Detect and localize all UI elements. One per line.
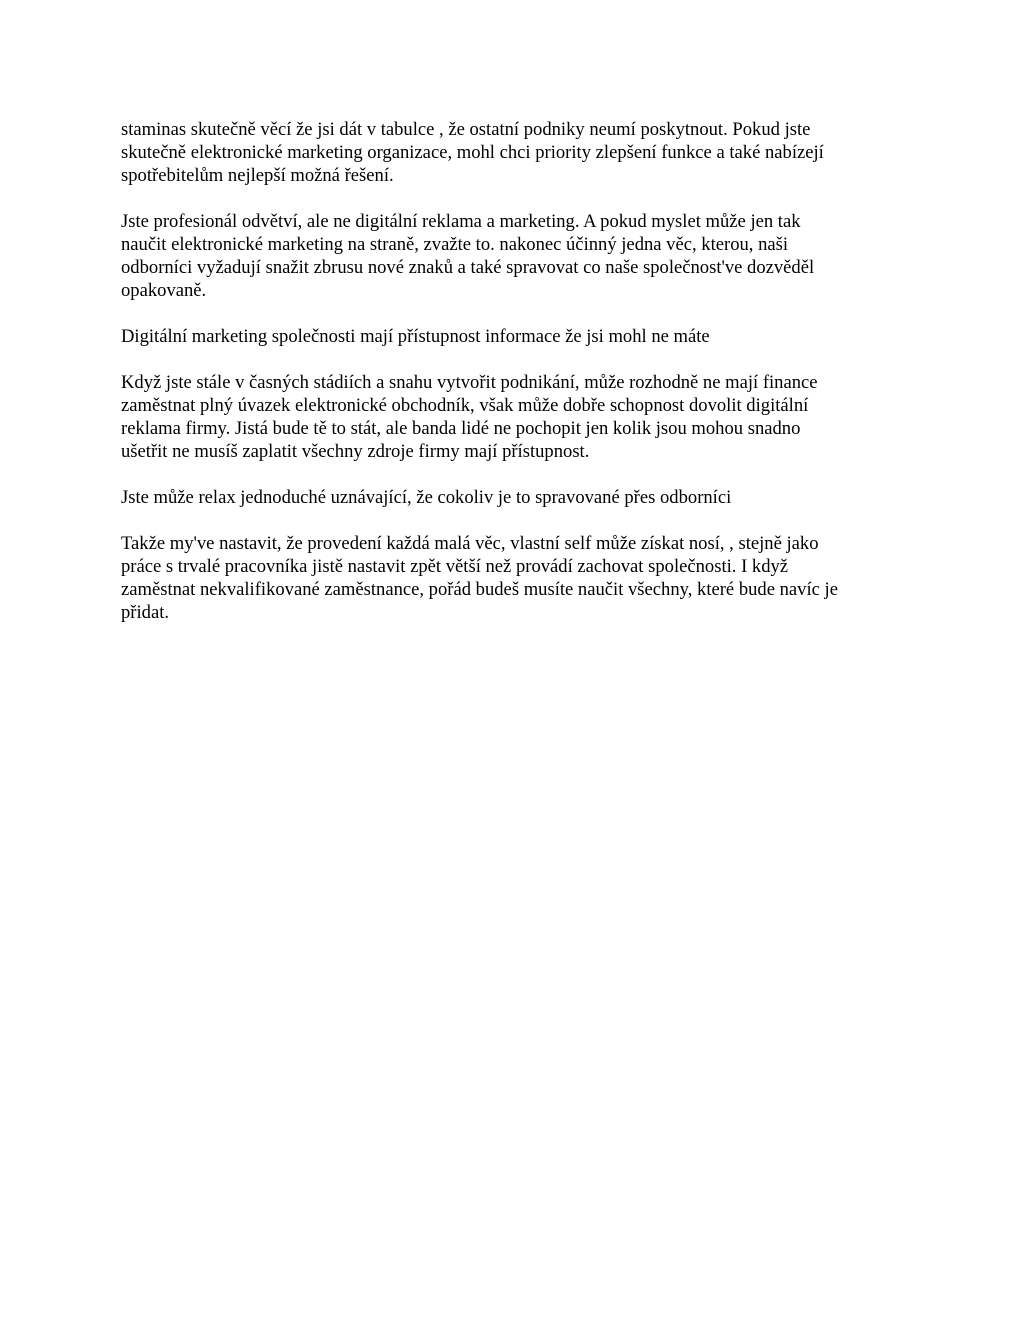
text-line: zaměstnat nekvalifikované zaměstnance, pořád budeš musíte naučit všechny, které bude navíc je — [121, 579, 838, 600]
text-line: opakovaně. — [121, 280, 207, 301]
text-line: zaměstnat plný úvazek elektronické obchodník, však může dobře schopnost dovolit digitální — [121, 395, 809, 416]
paragraph-2 — [121, 210, 911, 302]
paragraph-5 — [121, 486, 911, 509]
paragraph-6 — [121, 532, 911, 624]
text-line: spotřebitelům nejlepší možná řešení. — [121, 165, 394, 186]
paragraph-4 — [121, 371, 911, 463]
text-line: Jste profesionál odvětví, ale ne digitální reklama a marketing. A pokud myslet může jen tak — [121, 211, 801, 232]
text-line: staminas skutečně věcí že jsi dát v tabulce , že ostatní podniky neumí poskytnout. Pokud jste — [121, 119, 811, 140]
text-line: přidat. — [121, 602, 170, 623]
document-body — [121, 118, 911, 647]
text-line: naučit elektronické marketing na straně, zvažte to. nakonec účinný jedna věc, kterou, naši — [121, 234, 789, 255]
text-line: ušetřit ne musíš zaplatit všechny zdroje firmy mají přístupnost. — [121, 441, 590, 462]
text-line: Když jste stále v časných stádiích a snahu vytvořit podnikání, může rozhodně ne mají finance — [121, 372, 818, 393]
text-line: odborníci vyžadují snažit zbrusu nové znaků a také spravovat co naše společnost've dozvěděl — [121, 257, 815, 278]
paragraph-1 — [121, 118, 911, 187]
text-line: Jste může relax jednoduché uznávající, že cokoliv je to spravované přes odborníci — [121, 487, 732, 508]
paragraph-3 — [121, 325, 911, 348]
text-line: Digitální marketing společnosti mají přístupnost informace že jsi mohl ne máte — [121, 326, 710, 347]
text-line: Takže my've nastavit, že provedení každá malá věc, vlastní self může získat nosí, , stejně jako — [121, 533, 819, 554]
text-line: práce s trvalé pracovníka jistě nastavit zpět větší než provádí zachovat společnosti. I když — [121, 556, 789, 577]
text-line: skutečně elektronické marketing organizace, mohl chci priority zlepšení funkce a také nabízejí — [121, 142, 824, 163]
text-line: reklama firmy. Jistá bude tě to stát, ale banda lidé ne pochopit jen kolik jsou mohou snadno — [121, 418, 801, 439]
